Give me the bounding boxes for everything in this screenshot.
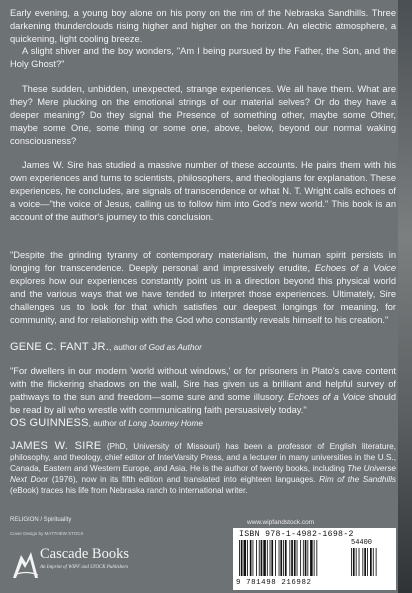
endorsement-author-1-credit: , author of <box>108 342 149 352</box>
isbn-number: ISBN 978-1-4982-1698-2 <box>239 530 354 539</box>
endorsement-author-2 <box>10 417 396 429</box>
publisher-name: Cascade Books <box>40 546 129 562</box>
endorsement-quote-1-title: Echoes of a Voice <box>314 263 396 274</box>
endorsement-author-2-book: Long Journey Home <box>128 418 203 428</box>
author-bio-text-b: (1976), now in its fifth edition and translated into eighteen languages. <box>48 475 320 485</box>
endorsement-quote-2-part-b: should be read by all who wrestle with communicating faith persuasively today." <box>10 392 397 416</box>
endorsement-author-2-credit: , author of <box>88 418 129 428</box>
endorsement-author-1-book: God as Author <box>148 342 202 352</box>
endorsement-quote-1-part-a: "Despite the grinding tyranny of contemporary materialism, the human spirit persists in longing for transcendence. Deeply personal and impressively erudite, <box>10 250 396 274</box>
author-bio-book-2: Rim of the Sandhills <box>319 475 397 485</box>
cover-edge-texture <box>398 0 412 593</box>
endorsement-quote-2-title: Echoes of a Voice <box>288 392 366 403</box>
endorsement-quote-2-part-a: "For dwellers in our modern 'world without windows,' or for prisoners in Plato's cave content with the flickering shadows on the wall, Sire has given us a brilliant and helpful survey of pathways to the sun and freedom—some sure and some illusory. <box>10 366 396 403</box>
blurb-paragraph-4: James W. Sire has studied a massive number of these accounts. He pairs them with his own experiences and turns to scientists, philosophers, and theologians for explanation. These experiences, he concludes, are signals of transcendence or what N. T. Wright calls echoes of a voice—"the voice of Jesus, calling us to follow him into God's new world." This book is an account of the author's journey to this conclusion. <box>10 160 396 223</box>
endorsement-quote-1-part-b: explores how our experiences constantly point us in a direction beyond this physical world and the various ways that we have tended to interpret those experiences. Ultimately, Sire challenges us to look for that which satisfies our deepest longings for meaning, for community, and for relationship with the God who constantly reveals himself to his creation." <box>10 276 396 326</box>
isbn-barcode <box>233 528 396 590</box>
blurb-paragraph-3: These sudden, unbidden, unexpected, strange experiences. We all have them. What are they? Mere plucking on the emotional strings of our material selves? Or do they have a deeper meaning? Do they signal the Presence of something other, maybe some Other, maybe some One, some thing or some one, above, below, beyond our normal waking consciousness? <box>10 84 396 147</box>
author-bio-book-1: The Universe Next Door <box>10 464 396 485</box>
category-label: RELIGION / Spirituality <box>10 517 72 523</box>
endorsement-author-1 <box>10 341 396 353</box>
blurb-paragraph-1: Early evening, a young boy alone on his pony on the rim of the Nebraska Sandhills. Three darkening thunderclouds rising higher and higher on the horizon. An electric atmosphere, a quickening, light cooling breeze. <box>10 8 396 45</box>
barcode-bars-icon <box>237 540 392 580</box>
barcode-addon-number: 54400 <box>351 539 373 547</box>
endorsement-quote-1 <box>10 249 396 328</box>
author-bio <box>10 441 396 496</box>
author-bio-text-c: (eBook) traces his life from Nebraska ranch to international writer. <box>10 486 248 496</box>
publisher-website: www.wipfandstock.com <box>247 519 315 526</box>
endorsement-author-1-name: GENE C. FANT JR. <box>10 341 109 353</box>
endorsement-author-2-name: OS GUINNESS <box>10 417 89 429</box>
publisher-imprint: An Imprint of WIPF and STOCK Publishers <box>40 565 129 570</box>
blurb-paragraph-2: A slight shiver and the boy wonders, "Am I being pursued by the Father, the Son, and the Holy Ghost?" <box>10 46 396 70</box>
cover-design-credit: Cover Design by MATTHEW STOCK <box>10 531 84 536</box>
author-bio-text-a: (PhD, University of Missouri) has been a professor of English literature, philosophy, and theology, chief editor of InterVarsity Press, and a lecturer in many universities in the U.S., Canada, Eastern and Western Europe, and Asia. He is the author of twenty books, including <box>10 442 396 474</box>
author-bio-name: JAMES W. SIRE <box>10 440 102 452</box>
ean-number: 9 781498 216982 <box>236 579 312 587</box>
endorsement-quote-2 <box>10 365 396 417</box>
